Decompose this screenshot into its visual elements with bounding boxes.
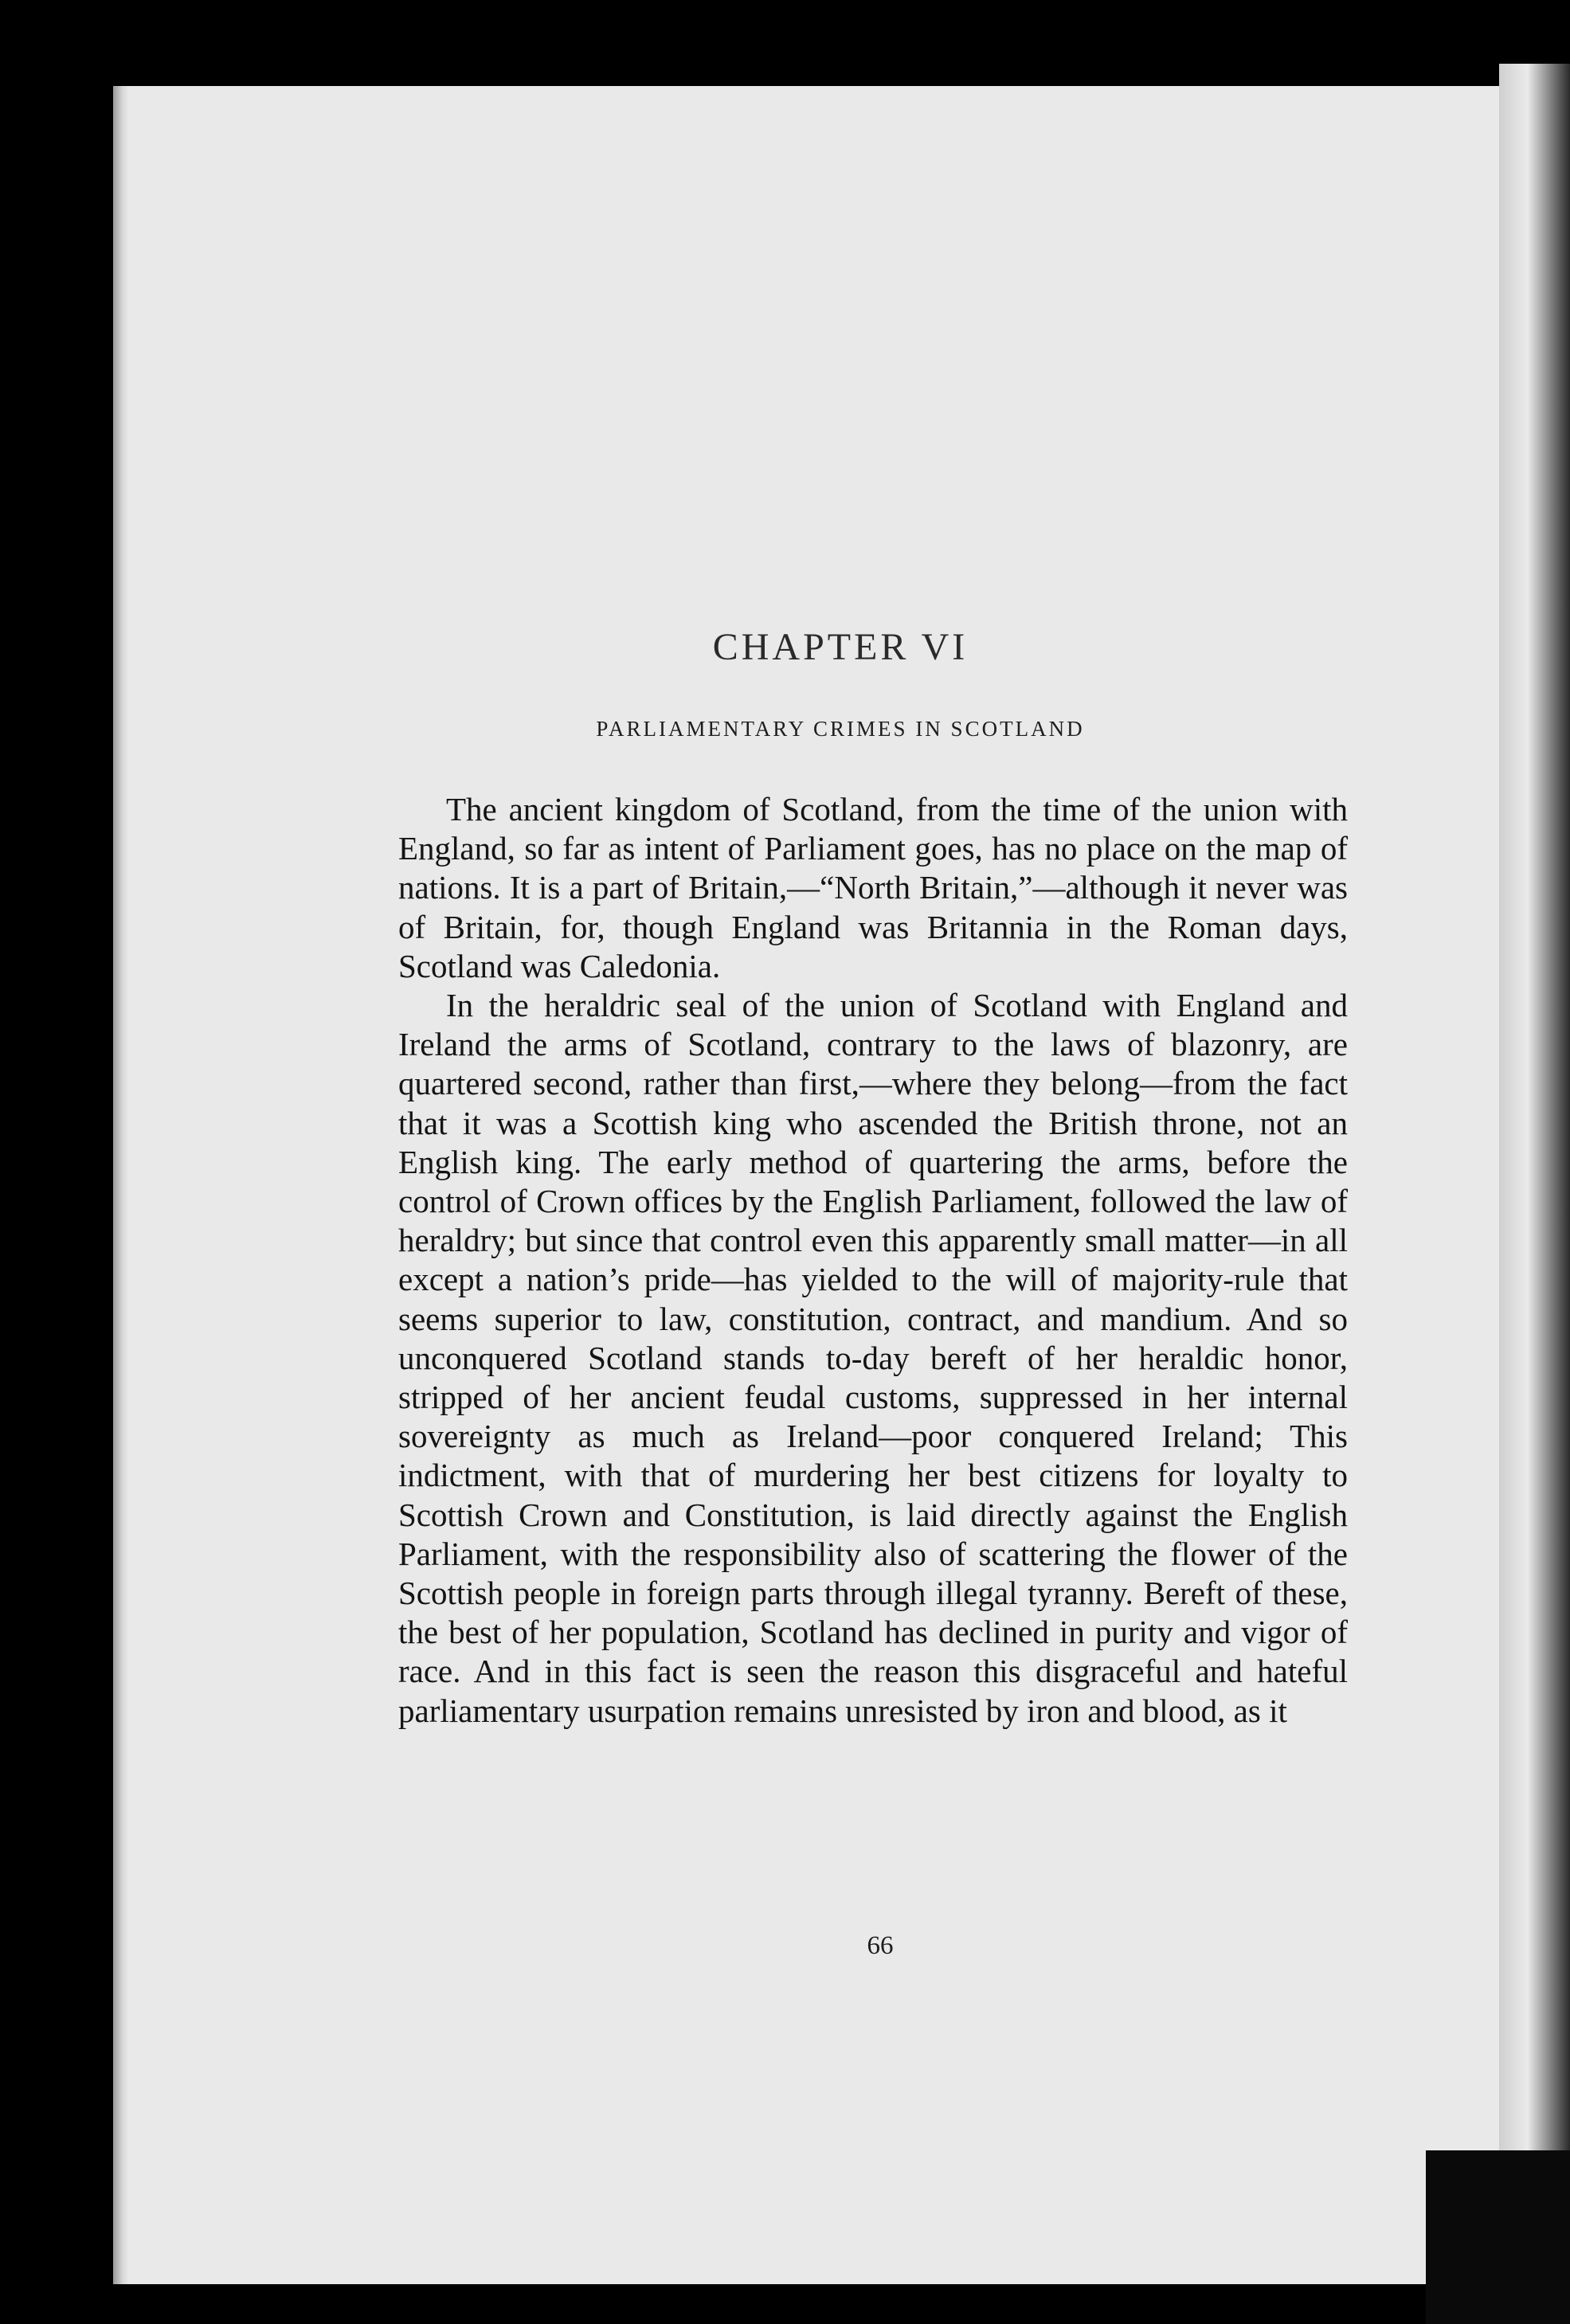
scan-border-corner: [1426, 2150, 1570, 2324]
paragraph: The ancient kingdom of Scotland, from the time of the union with England, so far as intent of Parliament goes, has no place on the map of nations. It is a part of Britain,—“North Britain,”—although it never was of Britain, for, though England was Britannia in the Roman days, Scotland was Caledonia.: [398, 791, 1348, 984]
body-text: [398, 790, 1348, 1731]
page-number: 66: [867, 1931, 894, 1960]
paragraph: In the heraldric seal of the union of Scotland with England and Ireland the arms of Scotland, contrary to the laws of blazonry, are quartered second, rather than first,—where they belong—from the fact that it was a Scottish king who ascended the British throne, not an English king. The early method of quartering the arms, before the control of Crown offices by the English Parliament, followed the law of heraldry; but since that control even this apparently small matter—in all except a nation’s pride—has yielded to the will of majority-rule that seems superior to law, constitution, contract, and mandium. And so unconquered Scotland stands to-day bereft of her heraldic honor, stripped of her ancient feudal customs, suppressed in her internal sovereignty as much as Ireland—poor conquered Ireland; This indictment, with that of murdering her best citizens for loyalty to Scottish Crown and Constitution, is laid directly against the English Parliament, with the responsibility also of scattering the flower of the Scottish people in foreign parts through illegal tyranny. Bereft of these, the best of her population, Scotland has declined in purity and vigor of race. And in this fact is seen the reason this disgraceful and hateful parliamentary usurpation remains unresisted by iron and blood, as it: [398, 987, 1348, 1729]
chapter-subtitle: PARLIAMENTARY CRIMES IN SCOTLAND: [596, 717, 1085, 741]
page-fore-edge: [1499, 64, 1570, 2324]
chapter-title: CHAPTER VI: [712, 626, 969, 668]
